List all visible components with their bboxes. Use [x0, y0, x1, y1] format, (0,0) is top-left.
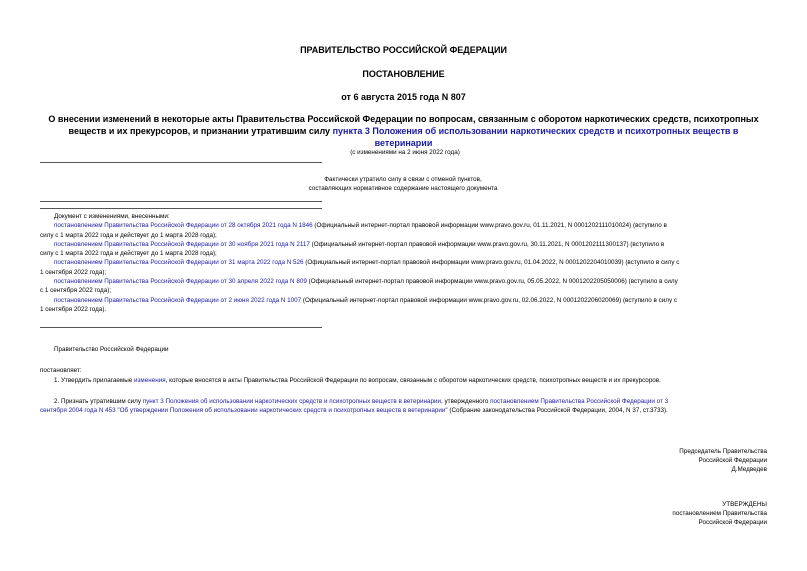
- subject-line-2: [40, 125, 767, 149]
- amendment-continuation: силу с 1 марта 2022 года и действует до 1 марта 2028 года);: [40, 231, 217, 239]
- subject-link[interactable]: пункта 3 Положения об использовании наркотических средств и психотропных веществ в ветеринарии: [332, 126, 739, 148]
- changes-intro: Документ с изменениями, внесенными:: [54, 213, 170, 220]
- amendment-link[interactable]: постановлением Правительства Российской Федерации от 31 марта 2022 года N 526: [54, 259, 304, 267]
- lost-force-line-1: Фактически утратило силу в связи с отменой пунктов,: [324, 176, 482, 183]
- paragraph-text: (Собрание законодательства Российской Федерации, 2004, N 37, ст.3733).: [447, 407, 668, 415]
- subject-text: веществ и их прекурсоров, и признании утратившим силу: [68, 126, 333, 136]
- resolution-453-link[interactable]: постановлением Правительства Российской Федерации от 3: [490, 398, 669, 405]
- government-line: [40, 345, 768, 354]
- resolution-453-link-cont[interactable]: сентября 2004 года N 453 "Об утверждении Положения об использовании наркотических средств и психотропных веществ в ветеринарии": [40, 407, 448, 415]
- lost-force-note: [243, 175, 563, 193]
- amendment-details: (Официальный интернет-портал правовой информации www.pravo.gov.ru, 01.11.2021, N 0001202111010024) (вступило в: [312, 222, 667, 230]
- amendment-details: (Официальный интернет-портал правовой информации www.pravo.gov.ru, 30.11.2021, N 0001202111300137) (вступило в: [309, 240, 665, 248]
- amendment-continuation: с 1 сентября 2022 года);: [40, 287, 112, 295]
- divider: [40, 201, 322, 202]
- paragraph-text: 1. Утвердить прилагаемые: [54, 377, 134, 384]
- amendment-continuation: силу с 1 марта 2022 года и действует до 1 марта 2028 года);: [40, 250, 217, 258]
- signature-org: Российской Федерации: [698, 457, 767, 465]
- subject-line-1: О внесении изменений в некоторые акты Правительства Российской Федерации по вопросам, связанным с оборотом наркотических средств, психотропных: [48, 114, 759, 124]
- document-type-heading: ПОСТАНОВЛЕНИЕ: [362, 69, 445, 79]
- approved-org: Российской Федерации: [698, 519, 767, 527]
- paragraph-text: 2. Признать утратившим силу: [54, 398, 143, 405]
- paragraph-2: [40, 397, 768, 415]
- approved-title: УТВЕРЖДЕНЫ: [722, 501, 767, 508]
- changes-link[interactable]: изменения: [134, 377, 166, 384]
- amendment-link[interactable]: постановлением Правительства Российской Федерации от 2 июня 2022 года N 1007: [54, 296, 302, 304]
- amendment-continuation: 1 сентября 2022 года);: [40, 268, 107, 276]
- amendment-link[interactable]: постановлением Правительства Российской Федерации от 30 ноября 2021 года N 2117: [54, 240, 310, 248]
- paragraph-2-line-2: [40, 406, 768, 415]
- paragraph-1: [40, 376, 768, 385]
- authority-heading: ПРАВИТЕЛЬСТВО РОССИЙСКОЙ ФЕДЕРАЦИИ: [300, 45, 507, 55]
- paragraph-text: , которые вносятся в акты Правительства Российской Федерации по вопросам, связанным с оборотом наркотических средств, психотропных веществ и их прекурсоров.: [165, 377, 661, 384]
- veterinary-clause-link[interactable]: пункт 3 Положения об использовании наркотических средств и психотропных веществ в ветеринарии: [142, 398, 442, 405]
- amendment-link[interactable]: постановлением Правительства Российской Федерации от 28 октября 2021 года N 1846: [54, 222, 313, 230]
- divider: [40, 208, 322, 209]
- signature-block: [679, 447, 767, 475]
- paragraph-1-text: [40, 376, 768, 385]
- list-item: [40, 221, 768, 230]
- list-item: [40, 277, 768, 286]
- government-name: Правительство Российской Федерации: [54, 346, 169, 353]
- list-item: [40, 258, 768, 267]
- amendment-continuation: 1 сентября 2022 года).: [40, 305, 107, 313]
- approval-block: [672, 500, 767, 528]
- edition-note: (с изменениями на 2 июня 2022 года): [350, 149, 460, 156]
- signature-position: Председатель Правительства: [679, 448, 767, 455]
- changes-list: [40, 212, 768, 314]
- signature-name: Д.Медведев: [731, 466, 767, 474]
- resolves-text: постановляет:: [40, 367, 82, 374]
- document-subject: [40, 113, 767, 149]
- amendment-link[interactable]: постановлением Правительства Российской Федерации от 30 апреля 2022 года N 809: [54, 278, 307, 286]
- list-item: [40, 240, 768, 249]
- resolves-line: [40, 366, 768, 375]
- date-number-heading: от 6 августа 2015 года N 807: [341, 92, 466, 102]
- divider: [40, 162, 322, 163]
- paragraph-text: , утвержденного: [441, 398, 491, 405]
- divider: [40, 327, 322, 328]
- paragraph-2-line-1: [40, 397, 768, 406]
- approved-by: постановлением Правительства: [672, 510, 767, 518]
- list-item: [40, 296, 768, 305]
- amendment-details: (Официальный интернет-портал правовой информации www.pravo.gov.ru, 05.05.2022, N 0001202205050006) (вступило в силу: [306, 278, 678, 286]
- amendment-details: (Официальный интернет-портал правовой информации www.pravo.gov.ru, 02.06.2022, N 0001202206020069) (вступило в силу с: [301, 296, 677, 304]
- lost-force-line-2: составляющих нормативное содержание настоящего документа: [308, 185, 498, 193]
- amendment-details: (Официальный интернет-портал правовой информации www.pravo.gov.ru, 01.04.2022, N 0001202204010039) (вступило в силу с: [303, 259, 680, 267]
